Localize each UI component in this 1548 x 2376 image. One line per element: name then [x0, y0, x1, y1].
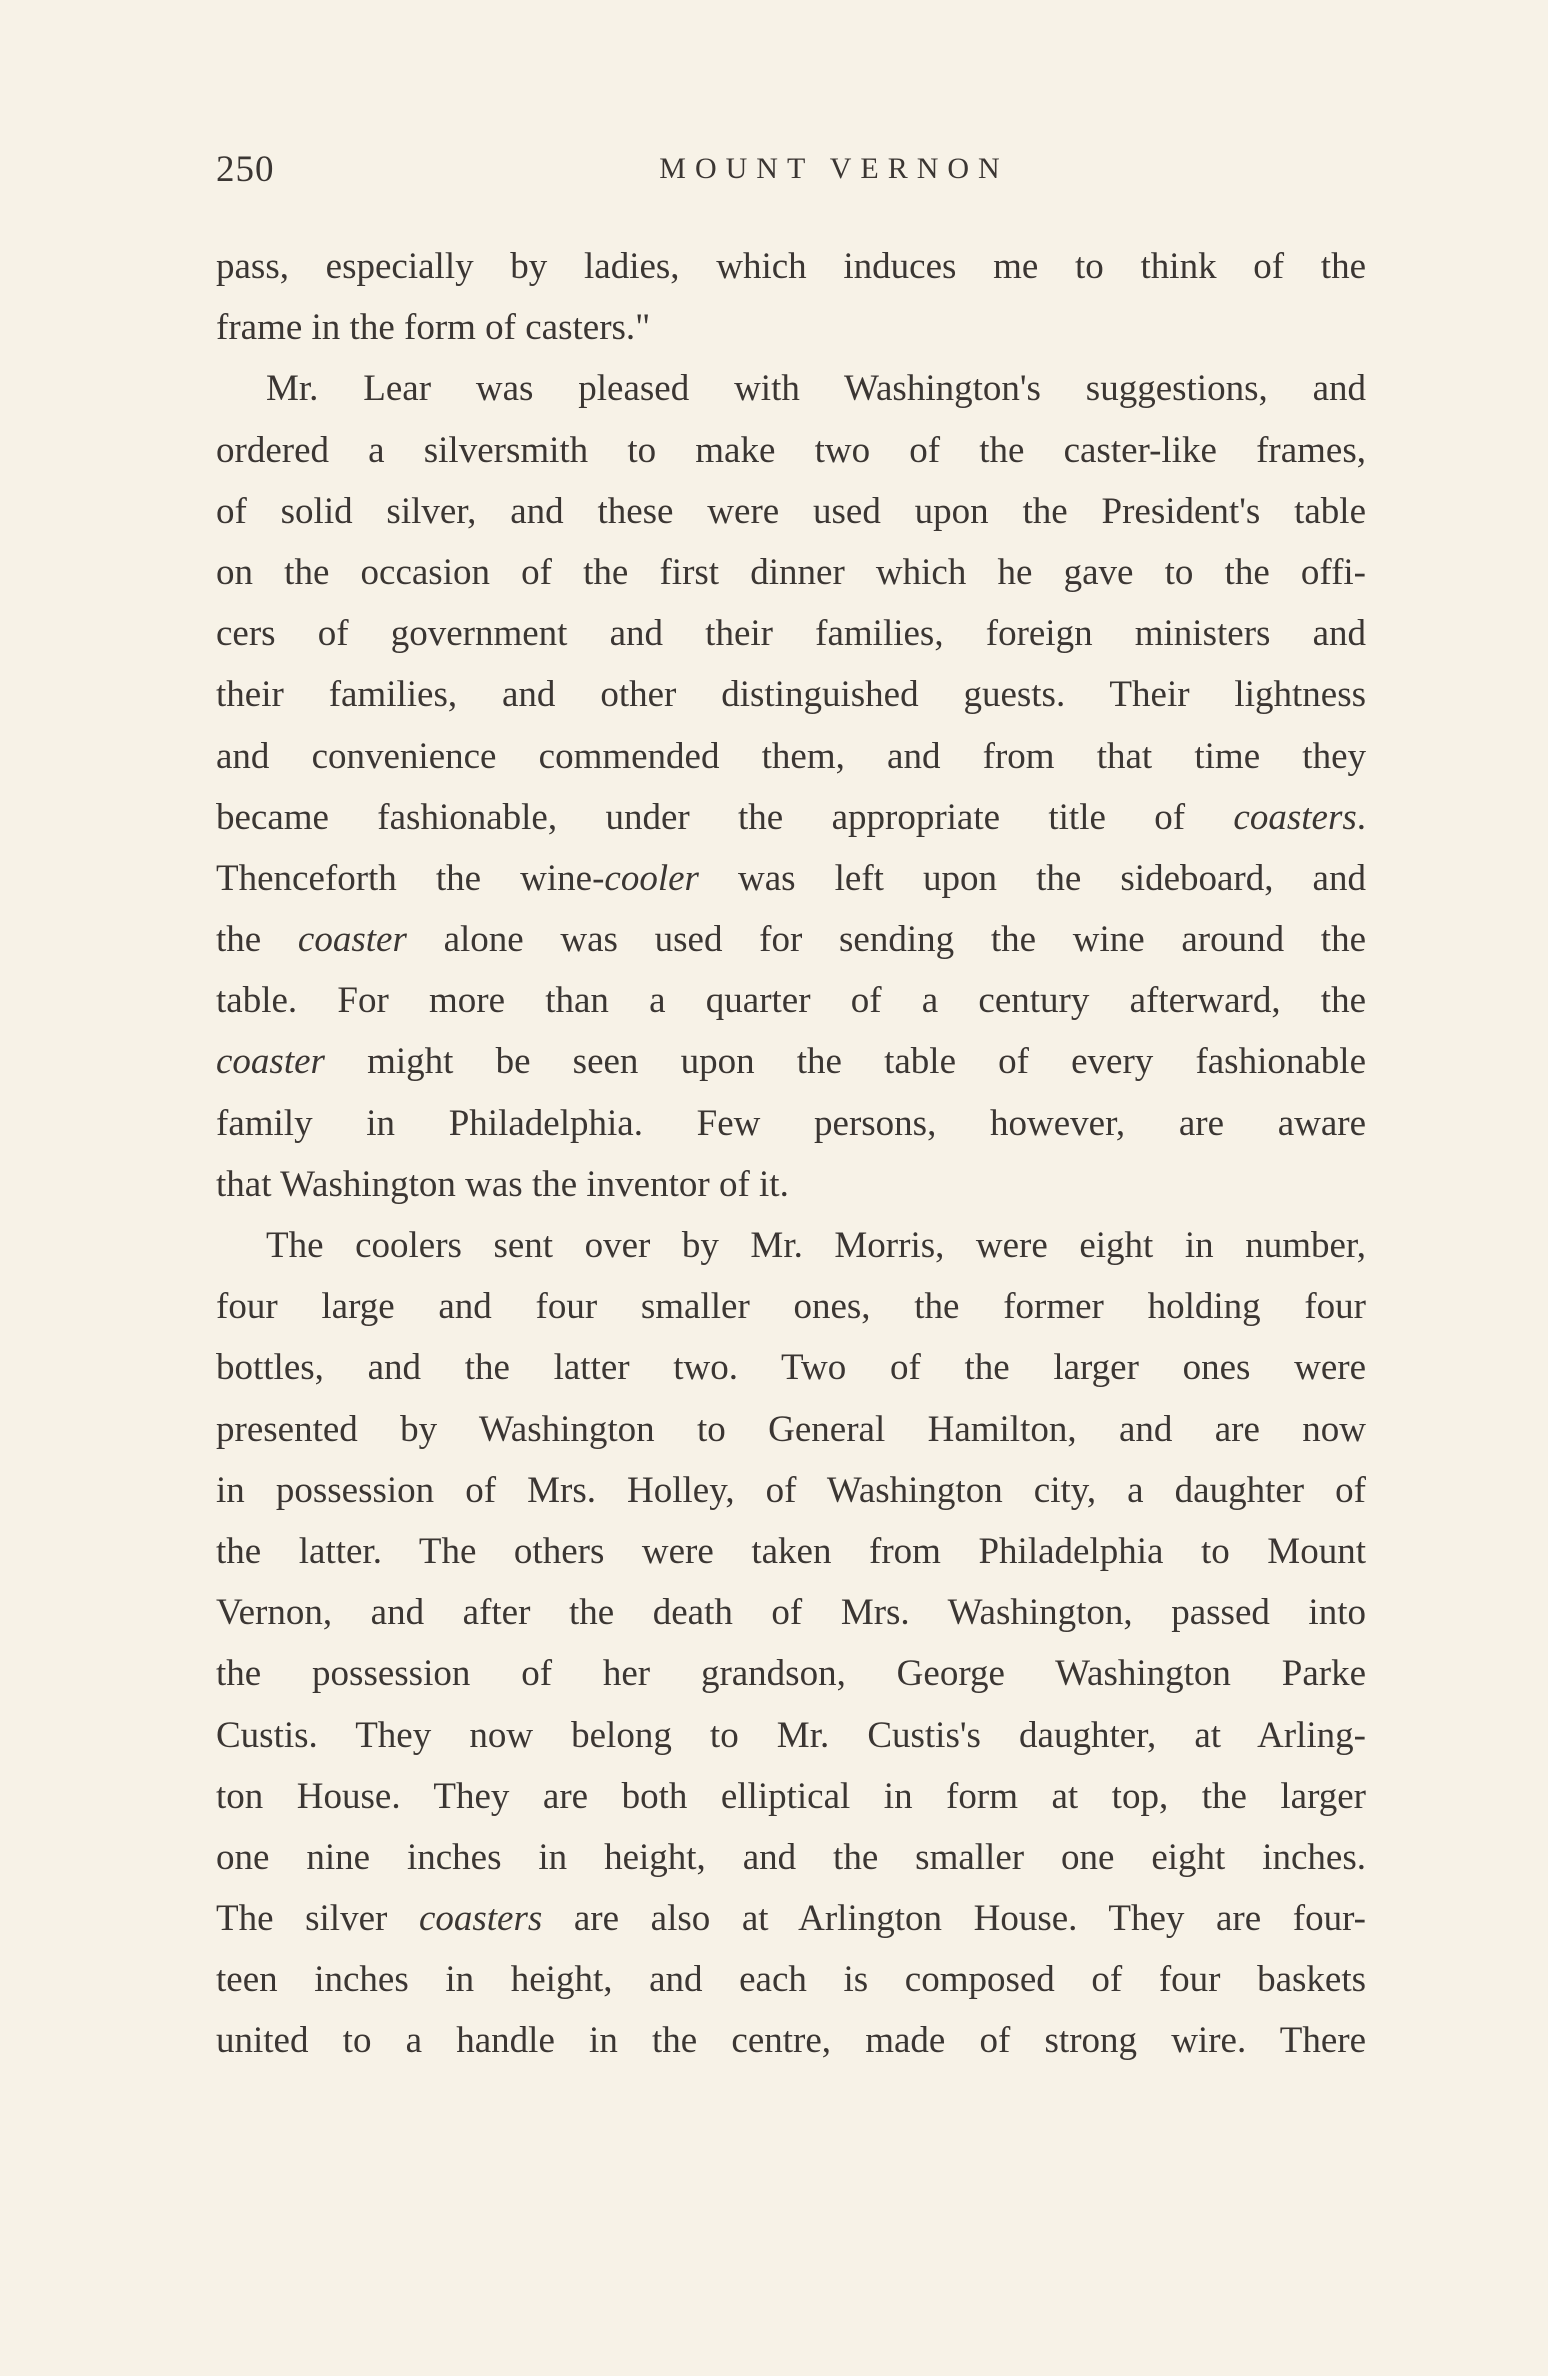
text-line	[216, 1031, 1366, 1092]
text-line	[216, 848, 1366, 909]
text-run: the	[216, 919, 298, 961]
text-line: The coolers sent over by Mr. Morris, were eight in number,	[266, 1225, 1366, 1266]
text-line: bottles, and the latter two. Two of the larger ones were	[216, 1347, 1366, 1389]
italic-term: coasters	[418, 1898, 543, 1940]
text-line	[216, 1888, 1366, 1949]
text-line: family in Philadelphia. Few persons, however, are aware	[216, 1102, 1366, 1144]
text-line: and convenience commended them, and from that time they	[216, 735, 1366, 777]
text-line: Vernon, and after the death of Mrs. Washington, passed into	[216, 1592, 1366, 1634]
text-line: cers of government and their families, foreign ministers and	[216, 613, 1366, 655]
text-run: The silver	[216, 1898, 419, 1940]
text-line	[216, 909, 1366, 970]
text-line: teen inches in height, and each is composed of four baskets	[216, 1959, 1366, 2001]
text-line: ton House. They are both elliptical in form at top, the larger	[216, 1775, 1366, 1817]
body-text	[216, 236, 1366, 2072]
text-line: the latter. The others were taken from Philadelphia to Mount	[216, 1530, 1366, 1572]
text-line: table. For more than a quarter of a century afterward, the	[216, 980, 1366, 1022]
text-line: that Washington was the inventor of it.	[216, 1163, 789, 1205]
text-line: one nine inches in height, and the smaller one eight inches.	[216, 1836, 1366, 1878]
page-header	[216, 148, 1366, 198]
text-line: of solid silver, and these were used upon the President's table	[216, 490, 1366, 532]
text-line: ordered a silversmith to make two of the caster-like frames,	[216, 429, 1366, 471]
text-line: pass, especially by ladies, which induces me to think of the	[216, 246, 1366, 287]
italic-term: coaster	[297, 919, 407, 961]
running-title: MOUNT VERNON	[659, 152, 1009, 185]
text-line: united to a handle in the centre, made of strong wire. There	[216, 2020, 1366, 2062]
italic-term: coasters	[1233, 796, 1357, 838]
text-line: presented by Washington to General Hamilton, and are now	[216, 1408, 1366, 1450]
text-line: four large and four smaller ones, the former holding four	[216, 1286, 1366, 1328]
text-line: Custis. They now belong to Mr. Custis's daughter, at Arling-	[216, 1714, 1366, 1756]
text-line	[216, 787, 1366, 848]
text-run: might be seen upon the table of every fashionable	[324, 1041, 1366, 1083]
page-number: 250	[216, 149, 275, 190]
text-line: Mr. Lear was pleased with Washington's suggestions, and	[266, 368, 1366, 410]
text-line: frame in the form of casters."	[216, 307, 651, 349]
text-run: Thenceforth the wine-	[216, 857, 605, 899]
italic-term: coaster	[216, 1041, 325, 1083]
text-line: in possession of Mrs. Holley, of Washington city, a daughter of	[216, 1469, 1366, 1511]
text-run: are also at Arlington House. They are four-	[542, 1898, 1366, 1940]
text-run: was left upon the sideboard, and	[698, 857, 1366, 899]
text-run: .	[1356, 796, 1366, 838]
text-line: the possession of her grandson, George Washington Parke	[216, 1653, 1366, 1695]
italic-term: cooler	[604, 857, 699, 899]
text-line: their families, and other distinguished guests. Their lightness	[216, 674, 1366, 716]
text-run: alone was used for sending the wine around the	[406, 919, 1367, 961]
text-run: became fashionable, under the appropriate title of	[216, 796, 1234, 838]
text-line: on the occasion of the first dinner which he gave to the offi-	[216, 551, 1366, 593]
